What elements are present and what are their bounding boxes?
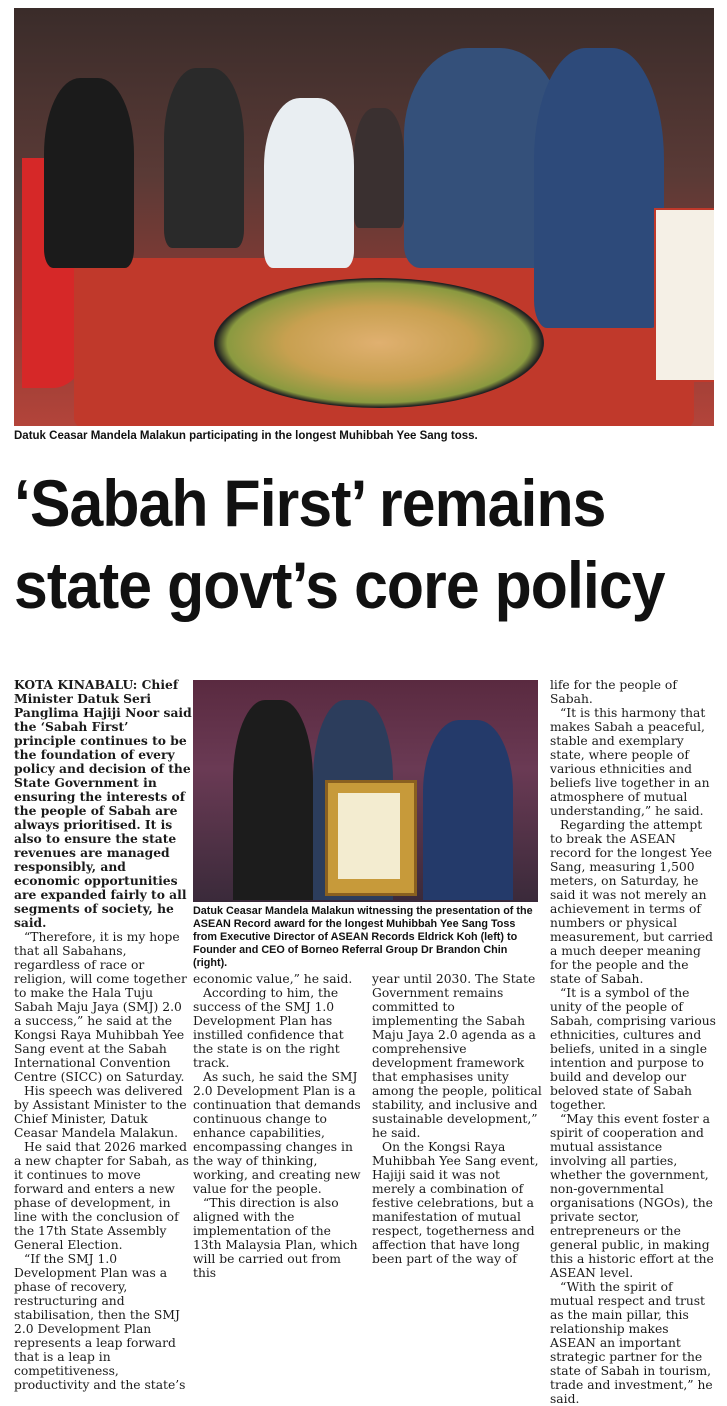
guest-figure bbox=[423, 720, 513, 900]
paragraph: economic value,” he said. bbox=[193, 972, 353, 986]
headline bbox=[14, 462, 665, 626]
paragraph: “This direction is also aligned with the implementation of the 13th Malaysia Plan, which will be carried out from this bbox=[193, 1196, 358, 1280]
guest-figure bbox=[264, 98, 354, 268]
paragraph: According to him, the success of the SMJ 1.0 Development Plan has instilled confidence that the state is on the right track. bbox=[193, 986, 344, 1070]
paragraph: On the Kongsi Raya Muhibbah Yee Sang event, Hajiji said it was not merely a combination of festive celebrations, but a manifestation of mutual respect, togetherness and affection that have long been part of the way of bbox=[372, 1140, 539, 1266]
paragraph: “It is a symbol of the unity of the people of Sabah, comprising various ethnicities, cultures and beliefs, united in a single intention and purpose to build and develop our beloved state of Sabah together. bbox=[550, 986, 716, 1112]
paragraph: year until 2030. The State Government remains committed to implementing the Sabah Maju Jaya 2.0 agenda as a comprehensive development framework that emphasises unity among the people, political stability, and inclusive and sustainable development,” he said. bbox=[372, 972, 542, 1140]
lead-paragraph bbox=[14, 678, 192, 930]
headline-line-2: state govt’s core policy bbox=[14, 548, 665, 622]
guest-figure bbox=[164, 68, 244, 248]
lead-text: Chief Minister Datuk Seri Panglima Hajiji Noor said the ‘Sabah First’ principle continues to be the foundation of every policy and decision of the State Government in ensuring the interests of the people of Sabah are always prioritised. It is also to ensure the state revenues are managed responsibly, and economic opportunities are expanded fairly to all segments of society, he said. bbox=[14, 677, 192, 930]
article-column-4 bbox=[550, 678, 716, 1406]
paragraph: Regarding the attempt to break the ASEAN record for the longest Yee Sang, measuring 1,500 meters, on Saturday, he said it was not merely an achievement in terms of numbers or physical measurement, but carried a much deeper meaning for the people and the state of Sabah. bbox=[550, 818, 713, 986]
asean-record-photo bbox=[193, 680, 538, 902]
guest-figure bbox=[233, 700, 313, 900]
guest-figure bbox=[534, 48, 664, 328]
paragraph: “If the SMJ 1.0 Development Plan was a phase of recovery, restructuring and stabilisation, then the SMJ 2.0 Development Plan represents a leap forward that is a leap in competitiveness, productivity and the state’s bbox=[14, 1252, 186, 1392]
paragraph: “Therefore, it is my hope that all Sabahans, regardless of race or religion, will come together to make the Hala Tuju Sabah Maju Jaya (SMJ) 2.0 a success,” he said at the Kongsi Raya Muhibbah Yee Sang event at the Sabah International Convention Centre (SICC) on Saturday. bbox=[14, 930, 187, 1084]
dateline: KOTA KINABALU: bbox=[14, 677, 138, 692]
product-box bbox=[654, 208, 714, 382]
article-column-3 bbox=[372, 972, 542, 1266]
paragraph: He said that 2026 marked a new chapter for Sabah, as it continues to move forward and enters a new phase of development, in line with the conclusion of the 17th State Assembly General Election. bbox=[14, 1140, 189, 1252]
middle-photo-caption: Datuk Ceasar Mandela Malakun witnessing the presentation of the ASEAN Record award for the longest Muhibbah Yee Sang Toss from Executive Director of ASEAN Records Eldrick Koh (left) to Founder and CEO of Borneo Referral Group Dr Brandon Chin (right). bbox=[193, 905, 533, 969]
paragraph: As such, he said the SMJ 2.0 Development Plan is a continuation that demands continuous change to enhance capabilities, encompassing changes in the way of thinking, working, and creating new value for the people. bbox=[193, 1070, 361, 1196]
guest-figure bbox=[44, 78, 134, 268]
paragraph: life for the people of Sabah. bbox=[550, 678, 677, 706]
article-column-2 bbox=[193, 972, 363, 1280]
headline-line-1: ‘Sabah First’ remains bbox=[14, 466, 606, 540]
paragraph: “It is this harmony that makes Sabah a peaceful, stable and exemplary state, where people of various ethnicities and beliefs live together in an atmosphere of mutual understanding,” he said. bbox=[550, 706, 710, 818]
yee-sang-platter bbox=[214, 278, 544, 408]
asean-record-certificate bbox=[325, 780, 417, 896]
article-column-1 bbox=[14, 678, 192, 1392]
paragraph: “May this event foster a spirit of cooperation and mutual assistance involving all parties, whether the government, non-governmental organisations (NGOs), the private sector, entrepreneurs or the general public, in making this a historic effort at the ASEAN level. bbox=[550, 1112, 714, 1280]
top-photo-caption: Datuk Ceasar Mandela Malakun participating in the longest Muhibbah Yee Sang toss. bbox=[14, 430, 478, 442]
paragraph: His speech was delivered by Assistant Minister to the Chief Minister, Datuk Ceasar Mandela Malakun. bbox=[14, 1084, 187, 1140]
guest-figure bbox=[354, 108, 404, 228]
paragraph: “With the spirit of mutual respect and trust as the main pillar, this relationship makes ASEAN an important strategic partner for the state of Sabah in tourism, trade and investment,” he said. bbox=[550, 1280, 713, 1406]
yee-sang-toss-photo bbox=[14, 8, 714, 426]
